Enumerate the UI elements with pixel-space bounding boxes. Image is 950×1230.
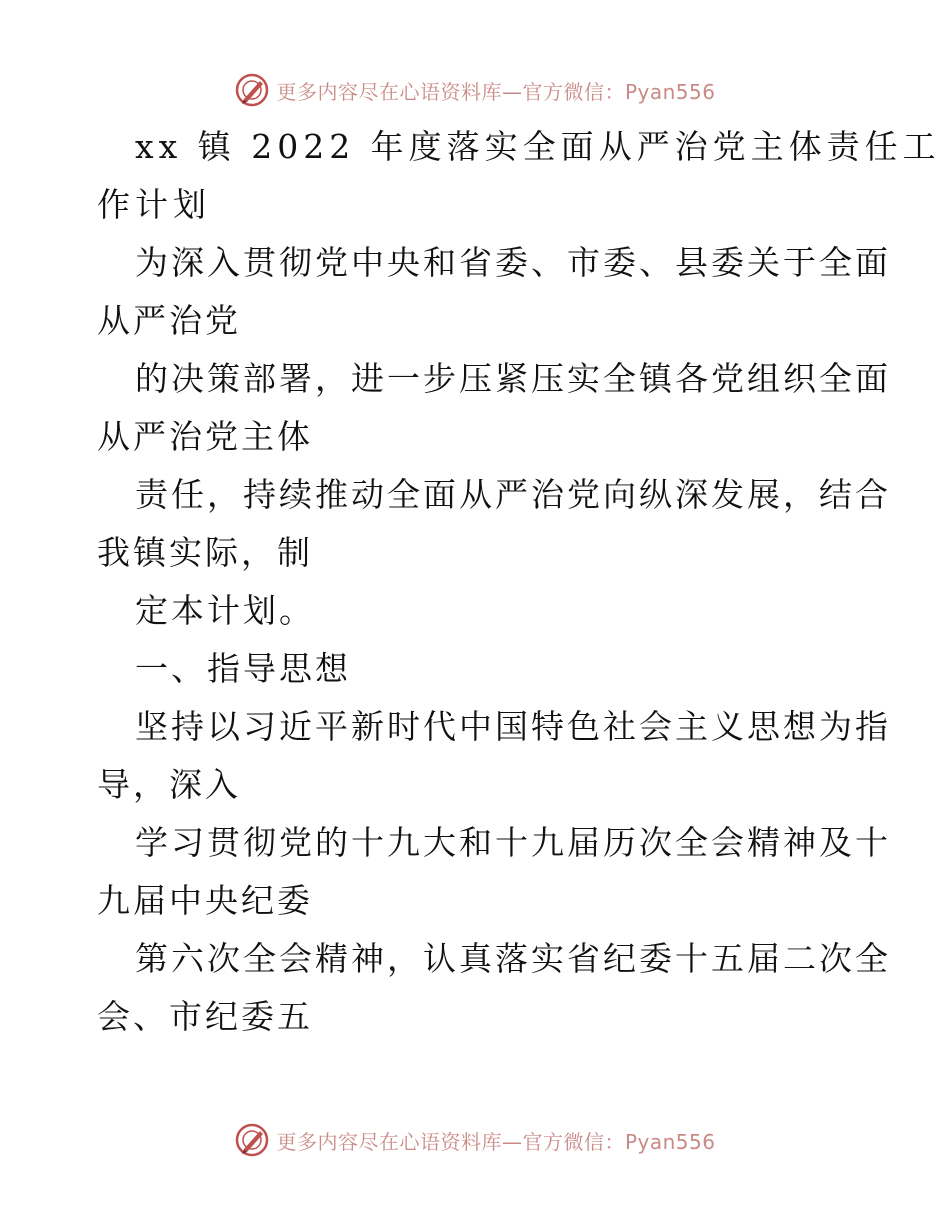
paragraph-line: 为深入贯彻党中央和省委、市委、县委关于全面 [135,243,891,282]
document-body [97,118,941,1046]
watermark-text: 更多内容尽在心语资料库—官方微信：Pyan556 [276,1129,716,1154]
paragraph-line: 从严治党主体 [97,417,313,456]
paragraph-line: 导，深入 [97,765,241,804]
document-title-line: xx 镇 2022 年度落实全面从严治党主体责任工 [135,127,941,166]
paragraph-line: 从严治党 [97,301,241,340]
paragraph-line: 第六次全会精神，认真落实省纪委十五届二次全 [135,939,891,978]
header-watermark [0,70,950,110]
paragraph-line: 的决策部署，进一步压紧压实全镇各党组织全面 [135,359,891,398]
paragraph-line: 九届中央纪委 [97,881,313,920]
paragraph-line: 我镇实际，制 [97,533,313,572]
document-title-line: 作计划 [97,185,211,224]
paragraph-line: 定本计划。 [135,591,315,630]
paragraph-line: 一、指导思想 [135,649,351,688]
paragraph-line: 坚持以习近平新时代中国特色社会主义思想为指 [135,707,891,746]
paragraph-line: 会、市纪委五 [97,997,313,1036]
watermark-text: 更多内容尽在心语资料库—官方微信：Pyan556 [276,79,716,104]
pen-logo-icon [234,1122,270,1158]
pen-logo-icon [234,72,270,108]
footer-watermark [0,1120,950,1160]
paragraph-line: 责任，持续推动全面从严治党向纵深发展，结合 [135,475,891,514]
paragraph-line: 学习贯彻党的十九大和十九届历次全会精神及十 [135,823,891,862]
